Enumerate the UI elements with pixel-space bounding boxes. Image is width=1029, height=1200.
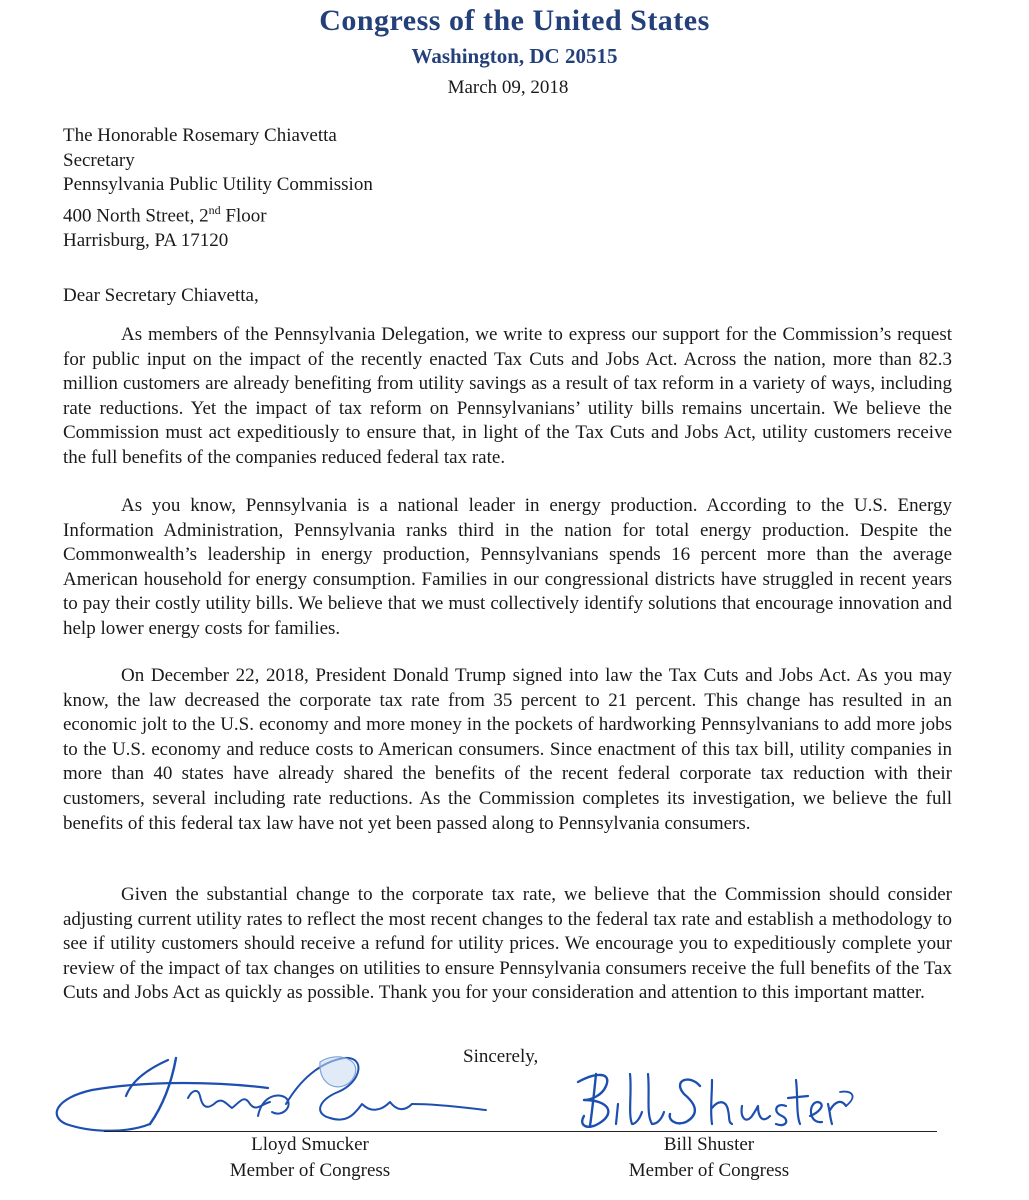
letterhead-title: Congress of the United States xyxy=(319,4,710,37)
signer-name: Bill Shuster xyxy=(663,1134,755,1155)
street-superscript: nd xyxy=(208,202,221,217)
letterhead-city: Washington, DC 20515 xyxy=(411,44,618,68)
salutation: Dear Secretary Chiavetta, xyxy=(63,285,259,306)
recipient-street xyxy=(63,198,373,229)
signer-title: Member of Congress xyxy=(229,1160,391,1181)
body-paragraph: On December 22, 2018, President Donald Trump signed into law the Tax Cuts and Jobs Act. As you may know, the law decreased the corporate tax rate from 35 percent to 21 percent. This change has resulted in an economic jolt to the U.S. economy and more money in the pockets of hardworking Pennsylvanians to add more jobs to the U.S. economy and reduce costs to American consumers. Since enactment of this tax bill, utility companies in more than 40 states have already shared the benefits of the recent federal corporate tax reduction with their customers, several including rate reductions. As the Commission completes its investigation, we believe the full benefits of this federal tax law have not yet been passed along to Pennsylvania consumers. xyxy=(63,665,952,834)
signature-line-left xyxy=(104,1131,524,1132)
signer-title: Member of Congress xyxy=(628,1160,790,1181)
letter-date: March 09, 2018 xyxy=(447,77,569,98)
recipient-organization: Pennsylvania Public Utility Commission xyxy=(63,174,373,196)
recipient-city-state-zip: Harrisburg, PA 17120 xyxy=(63,229,229,251)
closing: Sincerely, xyxy=(463,1046,539,1067)
body-paragraph: As members of the Pennsylvania Delegation, we write to express our support for the Commission’s request for public input on the impact of the recently enacted Tax Cuts and Jobs Act. Across the nation, more than 82.3 million customers are already benefiting from utility savings as a result of tax reform in a variety of ways, including rate reductions. Yet the impact of tax reform on Pennsylvanians’ utility bills remains uncertain. We believe the Commission must act expeditiously to ensure that, in light of the Tax Cuts and Jobs Act, utility customers receive the full benefits of the companies reduced federal tax rate. xyxy=(63,324,952,468)
body-paragraph: Given the substantial change to the corporate tax rate, we believe that the Commission should consider adjusting current utility rates to reflect the most recent changes to the federal tax rate and establish a methodology to see if utility customers should receive a refund for utility prices. We encourage you to expeditiously complete your review of the impact of tax changes on utilities to ensure Pennsylvania consumers receive the full benefits of the Tax Cuts and Jobs Act as quickly as possible. Thank you for your consideration and attention to this important matter. xyxy=(63,884,952,1004)
signature-line-right xyxy=(512,1131,937,1132)
shuster-signature xyxy=(578,1074,853,1127)
signer-name: Lloyd Smucker xyxy=(251,1134,369,1155)
recipient-name: The Honorable Rosemary Chiavetta xyxy=(63,125,337,146)
recipient-title: Secretary xyxy=(63,149,135,171)
body-paragraph: As you know, Pennsylvania is a national leader in energy production. According to the U.S. Energy Information Administration, Pennsylvania ranks third in the nation for total energy production. Despite the Commonwealth’s leadership in energy production, Pennsylvanians spends 16 percent more than the average American household for energy consumption. Families in our congressional districts have struggled in recent years to pay their costly utility bills. We believe that we must collectively identify solutions that encourage innovation and help lower energy costs for families. xyxy=(63,495,952,639)
smucker-signature xyxy=(57,1057,486,1131)
recipient-address xyxy=(63,124,373,253)
street-prefix: 400 North Street, 2 xyxy=(63,205,209,227)
street-suffix: Floor xyxy=(220,205,267,227)
